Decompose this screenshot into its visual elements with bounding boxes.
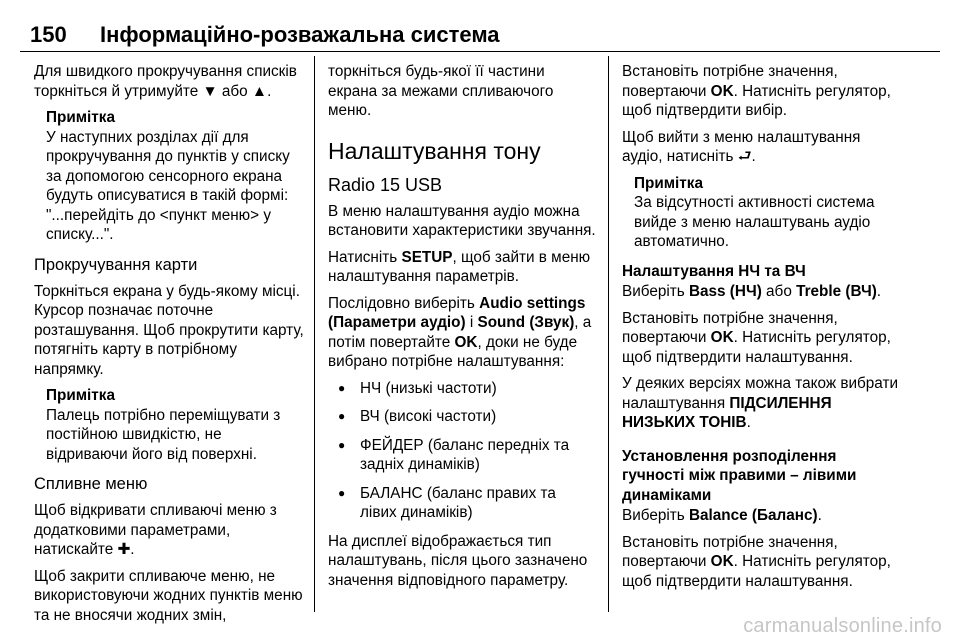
paragraph bbox=[622, 374, 902, 433]
paragraph bbox=[622, 282, 902, 302]
subheading-balance: Установлення розподілення гучності між правими – лівими динаміками bbox=[622, 447, 857, 504]
list-item: ● ВЧ (високі частоти) bbox=[328, 407, 596, 427]
bass-boost-label: ПІДСИЛЕННЯ НИЗЬКИХ ТОНІВ bbox=[622, 394, 832, 431]
paragraph: Щоб відкривати спливаючі меню з додатковими параметрами, натискайте ✚. bbox=[34, 502, 277, 558]
subheading-bass-treble: Налаштування НЧ та ВЧ bbox=[622, 262, 806, 280]
page-title: Інформаційно-розважальна система bbox=[100, 22, 500, 47]
note-text: За відсутності активності система вийде з меню налаштувань аудіо автоматично. bbox=[634, 194, 875, 250]
paragraph bbox=[622, 506, 902, 526]
note bbox=[46, 108, 304, 245]
section-heading-tone-settings: Налаштування тону bbox=[328, 137, 541, 164]
column-1 bbox=[34, 62, 304, 632]
note-text: У наступних розділах дії для прокручування до пунктів у списку за допомогою сенсорного екрана будуть описуватися в такій формі: "...перейдіть до <пункт меню> у списку...". bbox=[46, 128, 290, 243]
paragraph: торкніться будь-якої її частини екрана за межами спливаючого меню. bbox=[328, 63, 554, 119]
text: , доки не буде вибрано потрібне налаштування: bbox=[328, 333, 578, 370]
note bbox=[634, 174, 902, 252]
ok-key-label: OK bbox=[454, 333, 478, 351]
treble-label: Treble (ВЧ) bbox=[796, 283, 877, 300]
text: . Натисніть регулятор, щоб підтвердити вибір. bbox=[622, 82, 891, 119]
paragraph: Торкніться екрана у будь-якому місці. Курсор позначає поточне розташування. Щоб прокрутити карту, потягніть карту в потрібному напрямку. bbox=[34, 282, 304, 378]
note-text: Палець потрібно переміщувати з постійною швидкістю, не відриваючи його від поверхні. bbox=[46, 406, 281, 463]
section-heading-popup-menu: Спливне меню bbox=[34, 475, 148, 493]
paragraph bbox=[622, 309, 902, 368]
text: , щоб зайти в меню налаштування параметрів. bbox=[328, 248, 591, 285]
note-title: Примітка bbox=[46, 109, 115, 126]
ok-key-label: OK bbox=[710, 82, 734, 100]
paragraph bbox=[328, 248, 596, 287]
ok-key-label: OK bbox=[710, 329, 734, 346]
paragraph: На дисплеї відображається тип налаштувань, після цього зазначено значення відповідного параметру. bbox=[328, 532, 588, 589]
balance-label: Balance (Баланс) bbox=[688, 507, 818, 524]
text: У деяких версіях можна також вибрати налаштування bbox=[622, 375, 898, 412]
back-icon: ⮐ bbox=[737, 148, 752, 165]
text: . bbox=[751, 148, 756, 165]
page-number: 150 bbox=[30, 22, 67, 47]
note-title: Примітка bbox=[634, 174, 703, 192]
text: Встановіть потрібне значення, повертаючи bbox=[622, 309, 838, 346]
list-item: ● НЧ (низькі частоти) bbox=[328, 379, 596, 399]
ok-key-label: OK bbox=[710, 553, 734, 570]
paragraph bbox=[328, 294, 596, 372]
setup-key-label: SETUP bbox=[401, 248, 453, 266]
text: Виберіть bbox=[622, 507, 689, 524]
column-divider-1 bbox=[314, 56, 315, 612]
header-rule bbox=[20, 51, 940, 52]
subheading-radio: Radio 15 USB bbox=[328, 174, 443, 195]
column-divider-2 bbox=[608, 56, 609, 612]
paragraph: Щоб закрити спливаюче меню, не використовуючи жодних пунктів меню та не вносячи жодних змін, bbox=[34, 567, 303, 624]
page-header bbox=[20, 22, 940, 52]
paragraph: Для швидкого прокручування списків торкніться й утримуйте ▼ або ▲. bbox=[34, 63, 297, 100]
text: . Натисніть регулятор, щоб підтвердити налаштування. bbox=[622, 553, 891, 590]
text: або bbox=[761, 283, 797, 300]
settings-list bbox=[328, 379, 596, 523]
note bbox=[46, 386, 304, 464]
note-title: Примітка bbox=[46, 387, 115, 404]
text: Натисніть bbox=[328, 248, 402, 266]
text: , а потім повертайте bbox=[328, 314, 592, 351]
paragraph: В меню налаштування аудіо можна встановити характеристики звучання. bbox=[328, 202, 596, 239]
paragraph bbox=[622, 62, 902, 121]
bass-label: Bass (НЧ) bbox=[688, 283, 762, 300]
sound-label: Sound (Звук) bbox=[477, 314, 575, 331]
text: і bbox=[465, 314, 478, 331]
column-3 bbox=[622, 62, 902, 598]
audio-settings-label: Audio settings (Параметри аудіо) bbox=[328, 294, 586, 331]
text: . bbox=[746, 414, 751, 431]
paragraph bbox=[622, 128, 902, 167]
text: Послідовно виберіть bbox=[328, 294, 480, 312]
column-2 bbox=[328, 62, 596, 597]
text: . bbox=[876, 283, 882, 300]
watermark: carmanualsonline.info bbox=[743, 615, 942, 637]
text: Щоб вийти з меню налаштування аудіо, натисніть bbox=[622, 128, 861, 165]
list-item: ● БАЛАНС (баланс правих та лівих динаміків) bbox=[328, 484, 596, 523]
paragraph bbox=[622, 533, 902, 592]
section-heading-map-scroll: Прокручування карти bbox=[34, 255, 198, 274]
text: Встановіть потрібне значення, повертаючи bbox=[622, 63, 838, 100]
text: Встановіть потрібне значення, повертаючи bbox=[622, 533, 838, 570]
text: . bbox=[817, 507, 822, 524]
text: Виберіть bbox=[622, 283, 689, 300]
text: . Натисніть регулятор, щоб підтвердити налаштування. bbox=[622, 329, 891, 366]
list-item: ● ФЕЙДЕР (баланс передніх та задніх динаміків) bbox=[328, 436, 596, 475]
